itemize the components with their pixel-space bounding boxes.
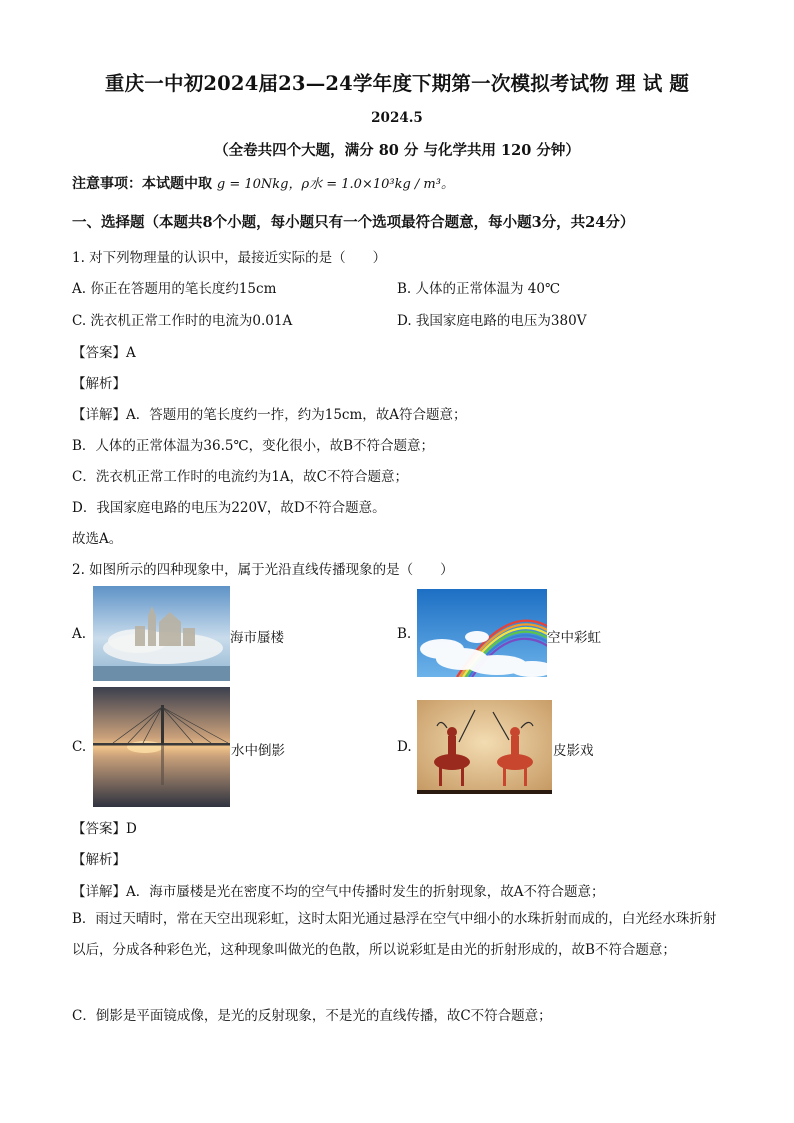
- q1-analysis-label: 【解析】: [72, 376, 126, 392]
- notice-formula: g = 10Nkg，ρ水 = 1.0×10³kg / m³。: [216, 177, 454, 192]
- rainbow-image: [417, 589, 547, 677]
- q2-analysis-label: 【解析】: [72, 852, 126, 868]
- q2-answer: 【答案】D: [72, 821, 137, 837]
- section-heading: 一、选择题（本题共8个小题，每小题只有一个选项最符合题意，每小题3分，共24分）: [72, 214, 635, 231]
- q1-detail-c: C．洗衣机正常工作时的电流约为1A，故C不符合题意；: [72, 469, 408, 485]
- q1-detail-a: 【详解】A．答题用的笔长度约一拃，约为15cm，故A符合题意；: [72, 407, 467, 423]
- q2-label-b: B.: [397, 626, 412, 642]
- exam-title: 重庆一中初2024届23—24学年度下期第一次模拟考试物 理 试 题: [104, 72, 690, 95]
- q2-detail-c: C．倒影是平面镜成像，是光的反射现象，不是光的直线传播，故C不符合题意；: [72, 1008, 552, 1024]
- exam-date: 2024.5: [371, 110, 423, 126]
- q2-caption-a: 海市蜃楼: [230, 630, 284, 646]
- q1-choose: 故选A。: [72, 531, 123, 547]
- q2-detail-a: 【详解】A．海市蜃楼是光在密度不均的空气中传播时发生的折射现象，故A不符合题意；: [72, 884, 605, 900]
- q2-detail-b: B．雨过天晴时，常在天空出现彩虹，这时太阳光通过悬浮在空气中细小的水珠折射而成的，白光经水珠折射以后，分成各种彩色光，这种现象叫做光的色散，所以说彩虹是由光的折射形成的，故B不符合题意；: [72, 911, 717, 958]
- q1-option-b: B. 人体的正常体温为 40℃: [397, 281, 561, 297]
- q1-answer: 【答案】A: [72, 345, 136, 361]
- q1-option-d: D. 我国家庭电路的电压为380V: [397, 313, 587, 329]
- q1-detail-d: D．我国家庭电路的电压为220V，故D不符合题意。: [72, 500, 386, 516]
- q1-option-c: C. 洗衣机正常工作时的电流为0.01A: [72, 313, 293, 329]
- q1-option-a: A. 你正在答题用的笔长度约15cm: [72, 281, 277, 297]
- q2-caption-d: 皮影戏: [553, 743, 594, 759]
- exam-subtitle: （全卷共四个大题，满分 80 分 与化学共用 120 分钟）: [214, 142, 580, 159]
- q2-caption-b: 空中彩虹: [547, 630, 601, 646]
- q2-label-a: A.: [72, 626, 87, 642]
- q2-label-d: D.: [397, 739, 412, 755]
- q1-stem: 1. 对下列物理量的认识中，最接近实际的是（ ）: [72, 250, 387, 266]
- reflection-image: [93, 687, 230, 807]
- notice-label: 注意事项：本试题中取: [72, 176, 212, 192]
- q2-caption-c: 水中倒影: [231, 743, 285, 759]
- mirage-image: [93, 586, 230, 681]
- q2-stem: 2. 如图所示的四种现象中，属于光沿直线传播现象的是（ ）: [72, 562, 454, 578]
- notice: [72, 173, 454, 193]
- q1-detail-b: B．人体的正常体温为36.5℃，变化很小，故B不符合题意；: [72, 438, 435, 454]
- shadow-puppet-image: [417, 700, 552, 794]
- q2-label-c: C.: [72, 739, 87, 755]
